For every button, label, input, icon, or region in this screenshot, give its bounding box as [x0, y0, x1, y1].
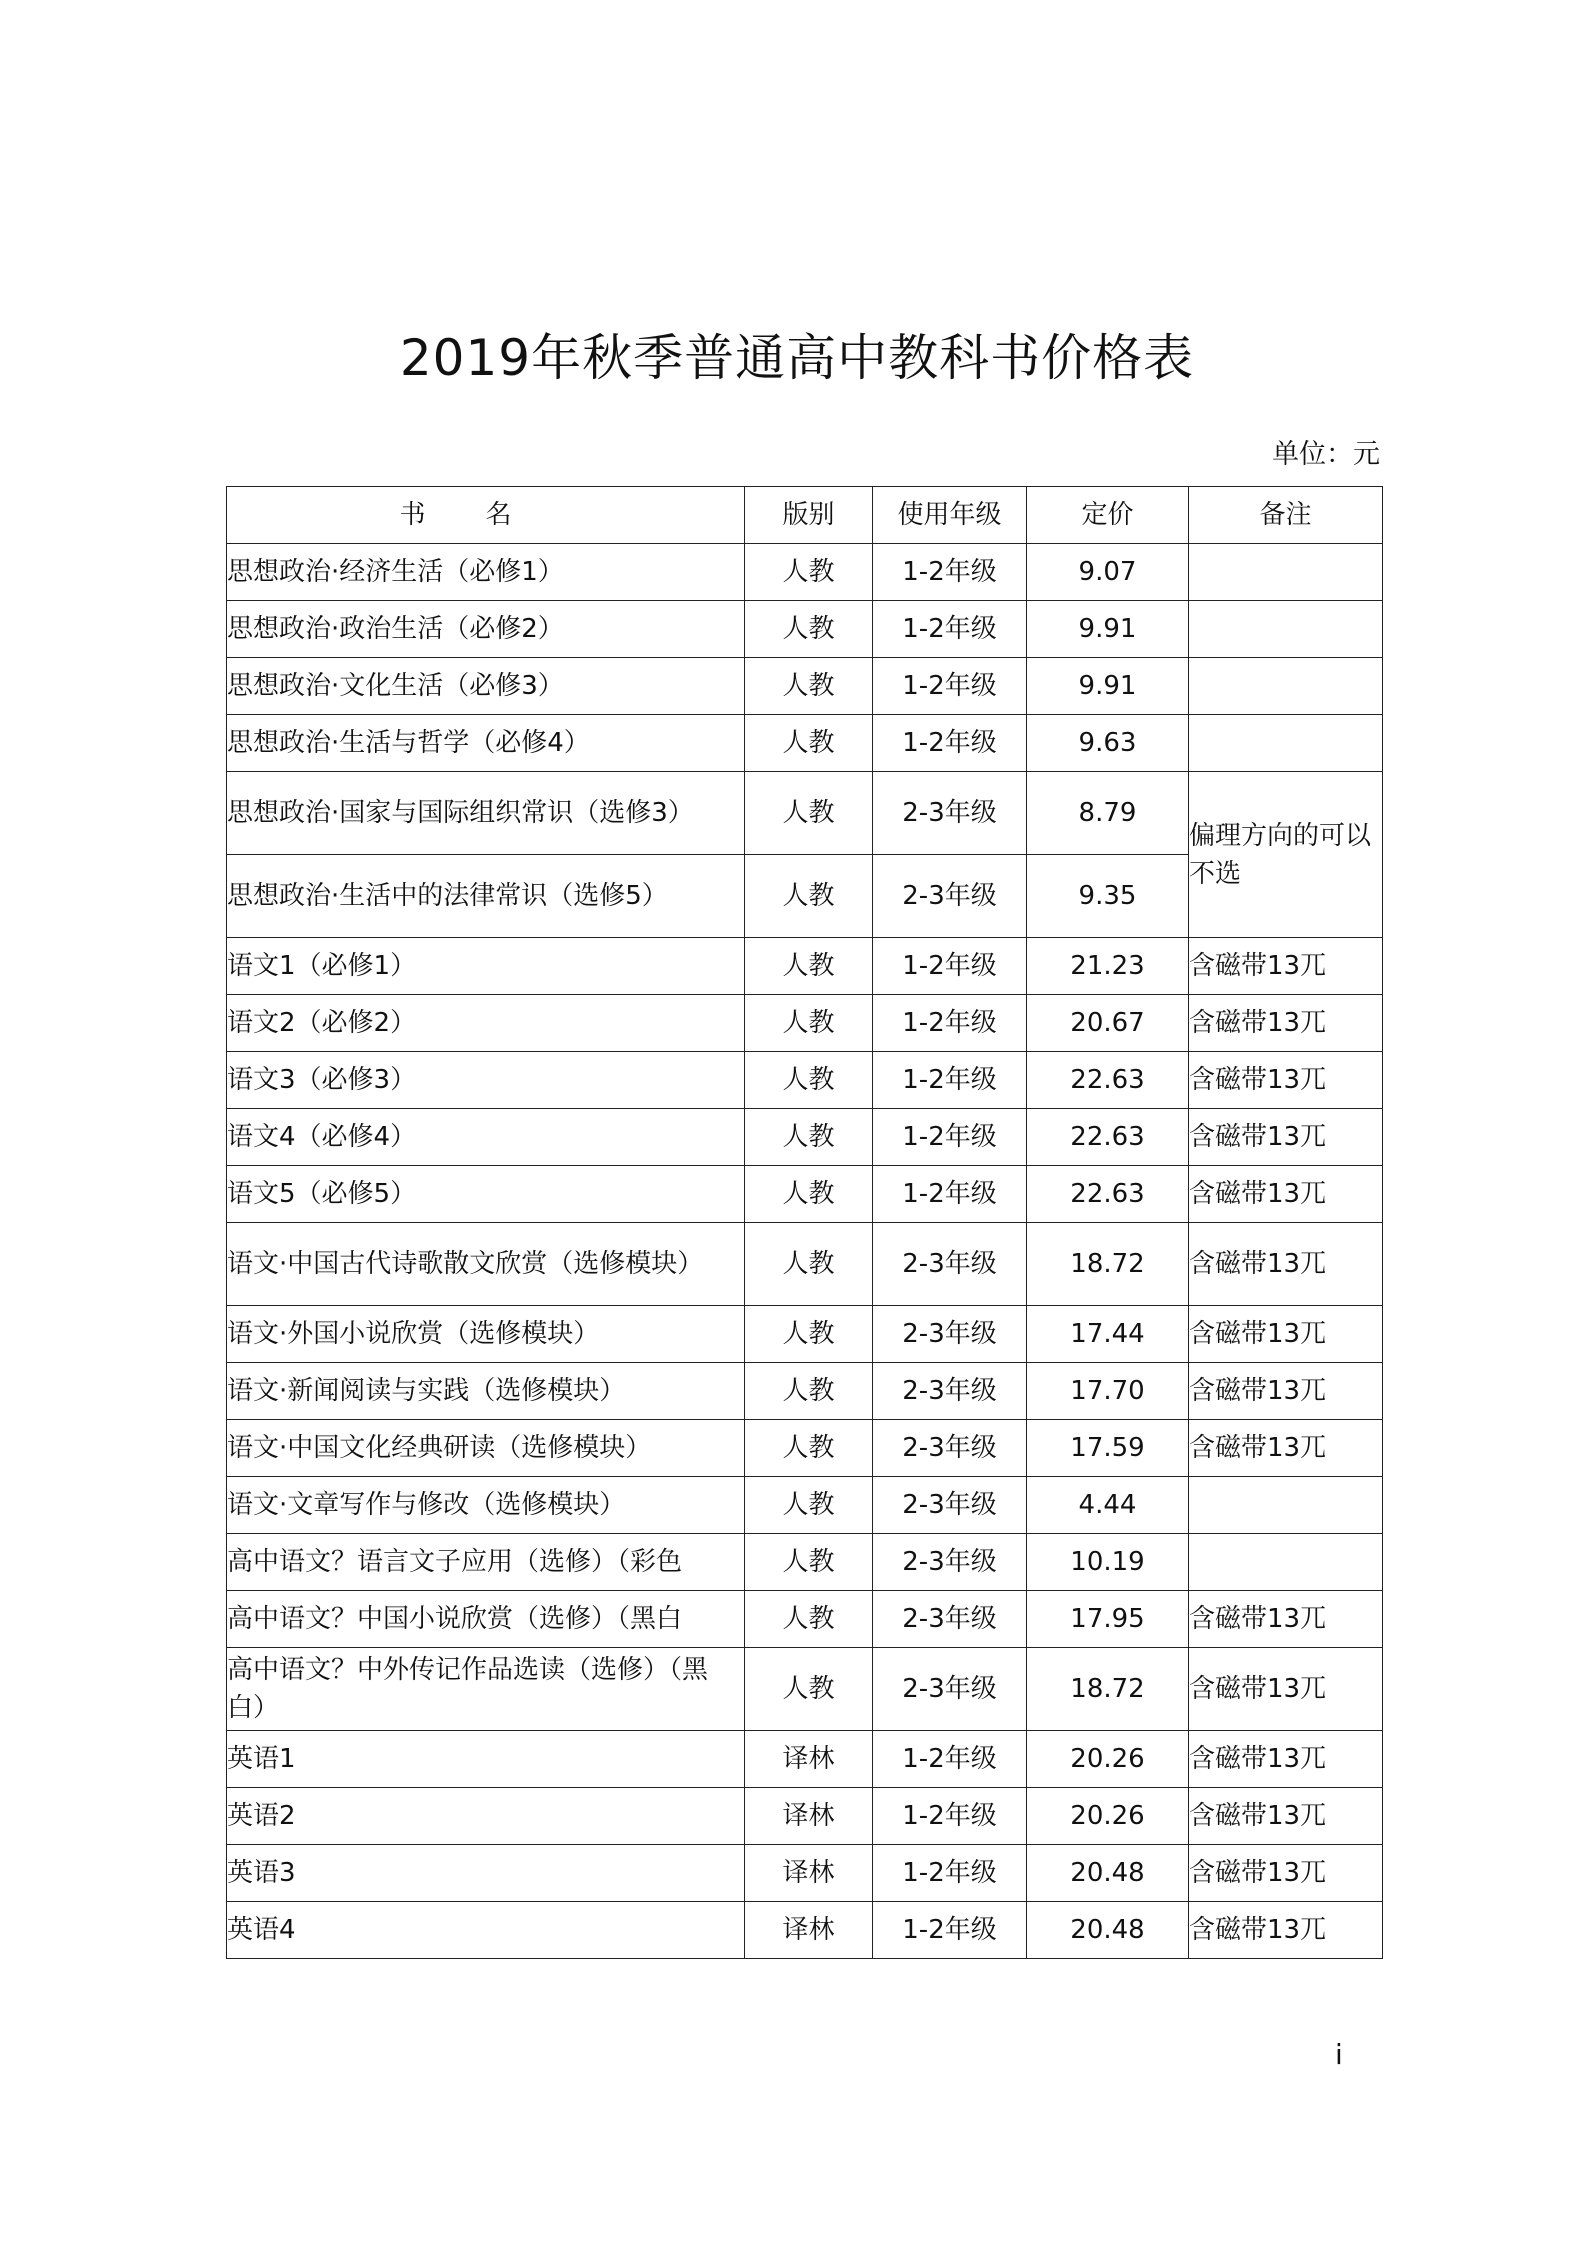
edition: 人教 — [745, 1109, 873, 1166]
price: 9.63 — [1027, 715, 1189, 772]
book-name: 语文·中国古代诗歌散文欣赏（选修模块） — [227, 1223, 745, 1306]
grade: 2-3年级 — [873, 1223, 1027, 1306]
note: 含磁带13兀 — [1189, 1731, 1383, 1788]
edition: 人教 — [745, 1477, 873, 1534]
table-row — [227, 601, 1383, 658]
book-name: 高中语文？中外传记作品选读（选修）（黑白） — [227, 1648, 745, 1731]
grade: 2-3年级 — [873, 855, 1027, 938]
price: 22.63 — [1027, 1109, 1189, 1166]
grade: 1-2年级 — [873, 544, 1027, 601]
note: 含磁带13兀 — [1189, 1363, 1383, 1420]
table-row — [227, 1591, 1383, 1648]
table-row — [227, 1902, 1383, 1959]
book-name: 英语2 — [227, 1788, 745, 1845]
edition: 人教 — [745, 715, 873, 772]
edition: 人教 — [745, 1648, 873, 1731]
price: 17.70 — [1027, 1363, 1189, 1420]
price: 10.19 — [1027, 1534, 1189, 1591]
grade: 1-2年级 — [873, 995, 1027, 1052]
book-name: 思想政治·文化生活（必修3） — [227, 658, 745, 715]
table-row — [227, 1306, 1383, 1363]
grade: 2-3年级 — [873, 1534, 1027, 1591]
note: 含磁带13兀 — [1189, 1052, 1383, 1109]
price: 18.72 — [1027, 1648, 1189, 1731]
header-note: 备注 — [1189, 487, 1383, 544]
note — [1189, 658, 1383, 715]
edition: 译林 — [745, 1788, 873, 1845]
grade: 1-2年级 — [873, 1902, 1027, 1959]
price: 22.63 — [1027, 1052, 1189, 1109]
book-name: 语文1（必修1） — [227, 938, 745, 995]
grade: 1-2年级 — [873, 1845, 1027, 1902]
note: 偏理方向的可以不选 — [1189, 772, 1383, 938]
edition: 人教 — [745, 1534, 873, 1591]
table-row — [227, 1420, 1383, 1477]
edition: 人教 — [745, 1052, 873, 1109]
note — [1189, 601, 1383, 658]
price: 17.44 — [1027, 1306, 1189, 1363]
edition: 人教 — [745, 1306, 873, 1363]
grade: 2-3年级 — [873, 1306, 1027, 1363]
price: 22.63 — [1027, 1166, 1189, 1223]
edition: 人教 — [745, 855, 873, 938]
header-name: 书名 — [227, 487, 745, 544]
price: 20.48 — [1027, 1845, 1189, 1902]
grade: 2-3年级 — [873, 772, 1027, 855]
edition: 译林 — [745, 1731, 873, 1788]
price: 8.79 — [1027, 772, 1189, 855]
grade: 1-2年级 — [873, 1109, 1027, 1166]
price: 20.26 — [1027, 1788, 1189, 1845]
note: 含磁带13兀 — [1189, 1166, 1383, 1223]
header-row — [227, 487, 1383, 544]
grade: 1-2年级 — [873, 1166, 1027, 1223]
note — [1189, 1534, 1383, 1591]
edition: 人教 — [745, 658, 873, 715]
grade: 1-2年级 — [873, 658, 1027, 715]
book-name: 语文2（必修2） — [227, 995, 745, 1052]
note: 含磁带13兀 — [1189, 1902, 1383, 1959]
price: 9.07 — [1027, 544, 1189, 601]
page-number: i — [1335, 2038, 1343, 2071]
table-row — [227, 995, 1383, 1052]
grade: 1-2年级 — [873, 1788, 1027, 1845]
page-title: 2019年秋季普通高中教科书价格表 — [399, 329, 1195, 387]
grade: 1-2年级 — [873, 1052, 1027, 1109]
note: 含磁带13兀 — [1189, 1109, 1383, 1166]
table-row — [227, 544, 1383, 601]
book-name: 思想政治·生活与哲学（必修4） — [227, 715, 745, 772]
grade: 1-2年级 — [873, 938, 1027, 995]
header-price: 定价 — [1027, 487, 1189, 544]
table-row — [227, 658, 1383, 715]
edition: 人教 — [745, 544, 873, 601]
header-grade: 使用年级 — [873, 487, 1027, 544]
edition: 人教 — [745, 601, 873, 658]
edition: 译林 — [745, 1902, 873, 1959]
book-name: 高中语文？中国小说欣赏（选修）（黑白 — [227, 1591, 745, 1648]
table-row — [227, 1477, 1383, 1534]
note: 含磁带13兀 — [1189, 1223, 1383, 1306]
price: 20.48 — [1027, 1902, 1189, 1959]
book-name: 语文·新闻阅读与实践（选修模块） — [227, 1363, 745, 1420]
table-row — [227, 1648, 1383, 1731]
book-name: 英语3 — [227, 1845, 745, 1902]
table-row — [227, 1731, 1383, 1788]
book-name: 语文5（必修5） — [227, 1166, 745, 1223]
note: 含磁带13兀 — [1189, 1591, 1383, 1648]
edition: 人教 — [745, 1166, 873, 1223]
table-row — [227, 772, 1383, 855]
price: 17.95 — [1027, 1591, 1189, 1648]
book-name: 语文4（必修4） — [227, 1109, 745, 1166]
edition: 人教 — [745, 1420, 873, 1477]
edition: 人教 — [745, 995, 873, 1052]
grade: 2-3年级 — [873, 1648, 1027, 1731]
note: 含磁带13兀 — [1189, 1420, 1383, 1477]
book-name: 英语4 — [227, 1902, 745, 1959]
book-name: 英语1 — [227, 1731, 745, 1788]
unit-label: 单位：元 — [1272, 439, 1380, 470]
book-name: 思想政治·国家与国际组织常识（选修3） — [227, 772, 745, 855]
price: 4.44 — [1027, 1477, 1189, 1534]
grade: 1-2年级 — [873, 601, 1027, 658]
book-name: 高中语文？语言文子应用（选修）（彩色 — [227, 1534, 745, 1591]
note — [1189, 544, 1383, 601]
edition: 人教 — [745, 772, 873, 855]
price: 9.35 — [1027, 855, 1189, 938]
table-row — [227, 938, 1383, 995]
grade: 2-3年级 — [873, 1363, 1027, 1420]
price: 20.26 — [1027, 1731, 1189, 1788]
price: 21.23 — [1027, 938, 1189, 995]
note: 含磁带13兀 — [1189, 1845, 1383, 1902]
book-name: 思想政治·经济生活（必修1） — [227, 544, 745, 601]
price: 9.91 — [1027, 601, 1189, 658]
table-row — [227, 1845, 1383, 1902]
table-row — [227, 715, 1383, 772]
note: 含磁带13兀 — [1189, 1648, 1383, 1731]
book-name: 语文·文章写作与修改（选修模块） — [227, 1477, 745, 1534]
price: 17.59 — [1027, 1420, 1189, 1477]
note: 含磁带13兀 — [1189, 938, 1383, 995]
table-row — [227, 1534, 1383, 1591]
note: 含磁带13兀 — [1189, 1788, 1383, 1845]
book-name: 思想政治·政治生活（必修2） — [227, 601, 745, 658]
grade: 1-2年级 — [873, 715, 1027, 772]
note: 含磁带13兀 — [1189, 1306, 1383, 1363]
price: 20.67 — [1027, 995, 1189, 1052]
table-row — [227, 1788, 1383, 1845]
edition: 译林 — [745, 1845, 873, 1902]
edition: 人教 — [745, 938, 873, 995]
grade: 1-2年级 — [873, 1731, 1027, 1788]
table-row — [227, 1223, 1383, 1306]
book-name: 语文3（必修3） — [227, 1052, 745, 1109]
table-row — [227, 1363, 1383, 1420]
book-name: 思想政治·生活中的法律常识（选修5） — [227, 855, 745, 938]
price-table — [226, 486, 1383, 1959]
edition: 人教 — [745, 1591, 873, 1648]
price: 9.91 — [1027, 658, 1189, 715]
note — [1189, 715, 1383, 772]
table-row — [227, 1166, 1383, 1223]
book-name: 语文·中国文化经典研读（选修模块） — [227, 1420, 745, 1477]
note — [1189, 1477, 1383, 1534]
table-row — [227, 1052, 1383, 1109]
edition: 人教 — [745, 1223, 873, 1306]
note: 含磁带13兀 — [1189, 995, 1383, 1052]
grade: 2-3年级 — [873, 1477, 1027, 1534]
price: 18.72 — [1027, 1223, 1189, 1306]
table-row — [227, 1109, 1383, 1166]
grade: 2-3年级 — [873, 1420, 1027, 1477]
header-edition: 版别 — [745, 487, 873, 544]
edition: 人教 — [745, 1363, 873, 1420]
book-name: 语文·外国小说欣赏（选修模块） — [227, 1306, 745, 1363]
grade: 2-3年级 — [873, 1591, 1027, 1648]
